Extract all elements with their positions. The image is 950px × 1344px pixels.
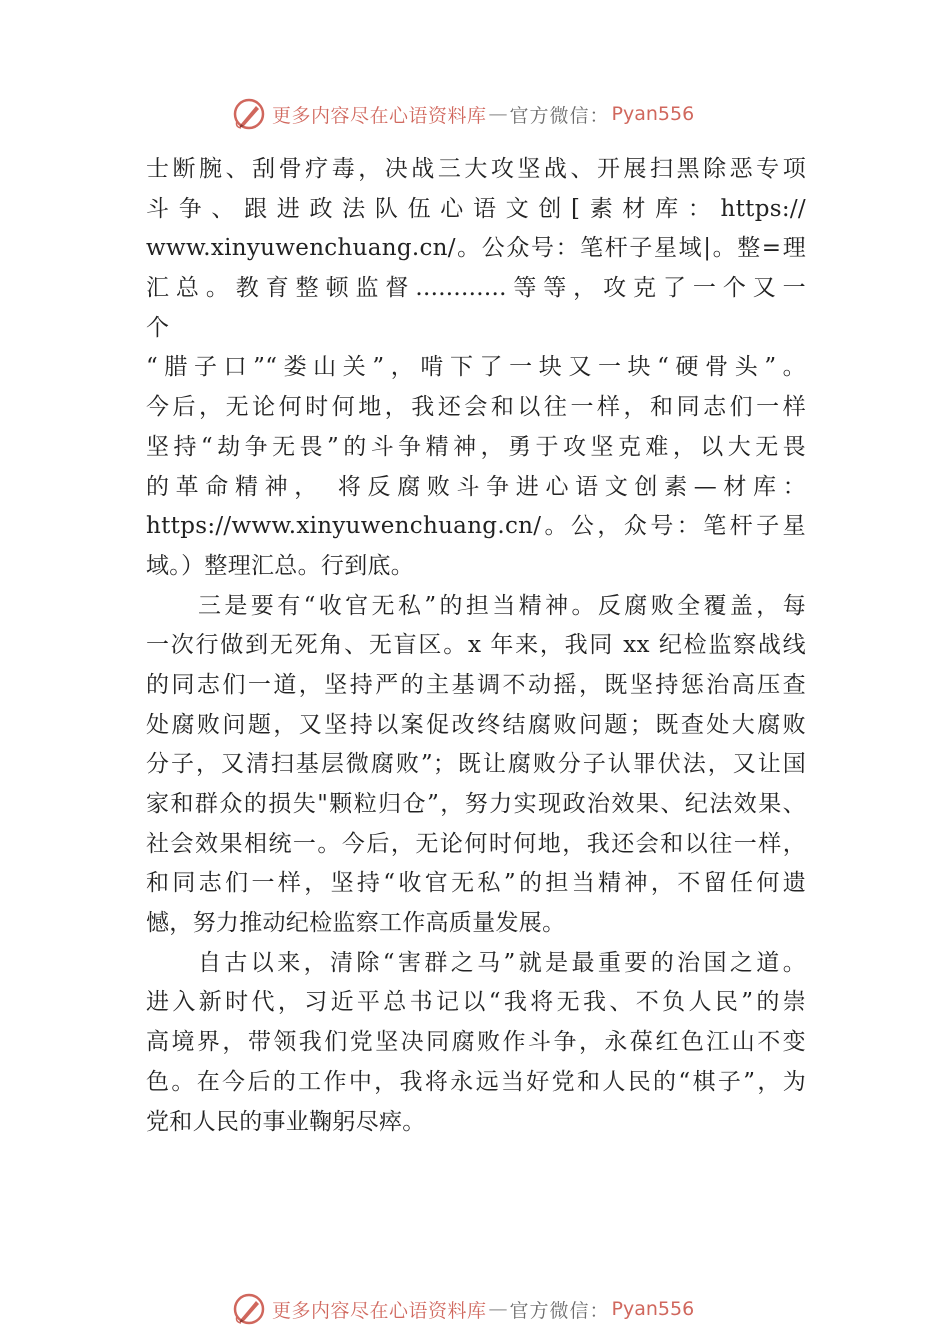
text-line: 个: [146, 314, 170, 341]
text-line: 高境界，带领我们党坚决同腐败作斗争，永葆红色江山不变: [146, 1029, 806, 1056]
text-line: 汇总。教育整顿监督............等等，攻克了一个又一: [146, 275, 806, 302]
pen-logo-icon: [232, 1292, 266, 1326]
text-line: 家和群众的损失"颗粒归仓”，努力实现政治效果、纪法效果、: [146, 791, 806, 817]
footer-wechat-id: Pyan556: [611, 1298, 695, 1320]
text-line: 处腐败问题，又坚持以案促改终结腐败问题；既查处大腐败: [146, 711, 806, 738]
text-line: https://www.xinyuwenchuang.cn/。公，众号：笔杆子星: [146, 513, 806, 540]
text-line: 分子，又清扫基层微腐败”；既让腐败分子认罪伏法，又让国: [146, 751, 806, 778]
header-wechat-label: 官方微信：: [509, 104, 610, 127]
text-line: 憾，努力推动纪检监察工作高质量发展。: [146, 910, 566, 937]
header-banner: [232, 96, 752, 132]
text-line: 域。）整理汇总。行到底。: [146, 552, 415, 579]
text-line: www.xinyuwenchuang.cn/。公众号：笔杆子星域|。整=理: [146, 235, 806, 262]
footer-separator: —: [488, 1298, 508, 1320]
pen-logo-icon: [232, 97, 266, 131]
text-line: 党和人民的事业鞠躬尽瘁。: [146, 1108, 426, 1135]
text-line: 今后，无论何时何地，我还会和以往一样，和同志们一样: [146, 394, 806, 421]
footer-wechat-label: 官方微信：: [509, 1299, 610, 1322]
text-line: 社会效果相统一。今后，无论何时何地，我还会和以往一样，: [146, 830, 806, 857]
text-line: 的革命精神， 将反腐败斗争进心语文创素—材库：: [146, 473, 806, 500]
text-line: 斗争、跟进政法队伍心语文创[素材库：https://: [146, 195, 806, 222]
text-line: 色。在今后的工作中，我将永远当好党和人民的“棋子”，为: [146, 1068, 806, 1095]
text-line: 的同志们一道，坚持严的主基调不动摇，既坚持惩治高压查: [146, 671, 806, 698]
paragraph-start-line: 自古以来，清除“害群之马”就是最重要的治国之道。: [198, 949, 806, 976]
text-line: 和同志们一样，坚持“收官无私”的担当精神，不留任何遗: [146, 870, 806, 897]
text-line: 士断腕、刮骨疗毒，决战三大攻坚战、开展扫黑除恶专项: [146, 156, 806, 182]
header-wechat-id: Pyan556: [611, 103, 695, 125]
paragraph-start-line: 三是要有“收官无私”的担当精神。反腐败全覆盖，每: [198, 592, 806, 619]
header-separator: —: [488, 103, 508, 125]
text-line: 一次行做到无死角、无盲区。x 年来，我同 xx 纪检监察战线: [146, 632, 806, 659]
text-line: 坚持“劫争无畏”的斗争精神，勇于攻坚克难，以大无畏: [146, 433, 806, 460]
footer-banner: [232, 1291, 752, 1327]
header-tagline: 更多内容尽在心语资料库: [272, 104, 487, 127]
document-body: [146, 150, 806, 1142]
footer-tagline: 更多内容尽在心语资料库: [272, 1299, 487, 1322]
text-line: “腊子口”“娄山关”，啃下了一块又一块“硬骨头”。: [146, 354, 806, 381]
text-line: 进入新时代，习近平总书记以“我将无我、不负人民”的崇: [146, 989, 806, 1016]
